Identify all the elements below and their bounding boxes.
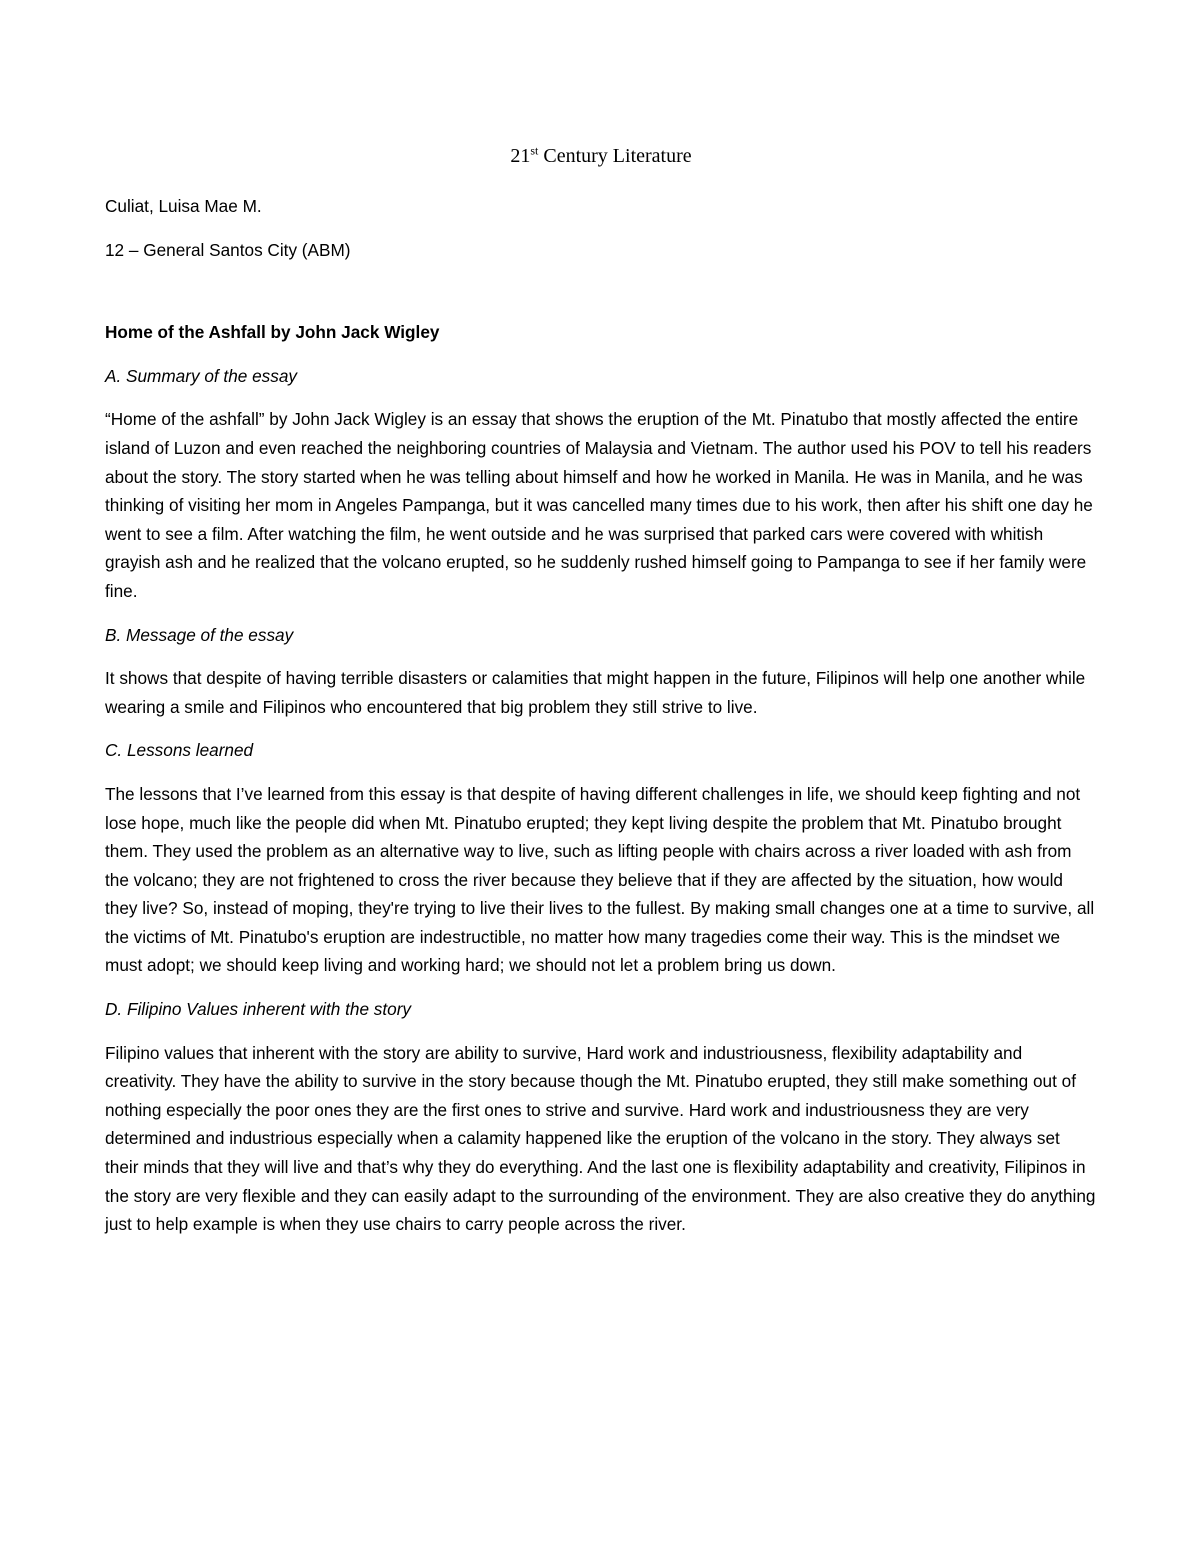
page-title: [105, 142, 1097, 170]
title-number: 21: [510, 145, 531, 167]
author-name: Culiat, Luisa Mae M.: [105, 196, 262, 216]
section-heading-lessons: C. Lessons learned: [105, 740, 254, 761]
class-section: 12 – General Santos City (ABM): [105, 239, 351, 260]
title-ordinal-suffix: st: [530, 143, 539, 158]
document-content: [105, 142, 1097, 1254]
section-body-lessons: The lessons that I’ve learned from this essay is that despite of having different challenges in life, we should keep fighting and not lose hope, much like the people did when Mt. Pinatubo erupted; they kept living despite the problem that Mt. Pinatubo brought them. They used the problem as an alternative way to live, such as lifting people with chairs across a river loaded with ash from the volcano; they are not frightened to cross the river because they believe that if they are affected by the situation, how would they live? So, instead of moping, they're trying to live their lives to the fullest. By making small changes one at a time to survive, all the victims of Mt. Pinatubo's eruption are indestructible, no matter how many tragedies come their way. This is the mindset we must adopt; we should keep living and working hard; we should not let a problem bring us down.: [105, 783, 1095, 976]
section-heading-message: B. Message of the essay: [105, 624, 294, 645]
section-heading-values: D. Filipino Values inherent with the story: [105, 999, 412, 1020]
section-body-summary: “Home of the ashfall” by John Jack Wigley is an essay that shows the eruption of the Mt. Pinatubo that mostly affected the entire island of Luzon and even reached the neighboring countries of Malaysia and Vietnam. The author used his POV to tell his readers about the story. The story started when he was telling about himself and how he worked in Manila. He was in Manila, and he was thinking of visiting her mom in Angeles Pampanga, but it was cancelled many times due to his work, then after his shift one day he went to see a film. After watching the film, he went outside and he was surprised that parked cars were covered with whitish grayish ash and he realized that the volcano erupted, so he suddenly rushed himself going to Pampanga to see if her family were fine.: [105, 409, 1093, 601]
section-body-message: It shows that despite of having terrible disasters or calamities that might happen in the future, Filipinos will help one another while wearing a smile and Filipinos who encountered that big problem they still strive to live.: [105, 668, 1086, 717]
section-body-values: Filipino values that inherent with the story are ability to survive, Hard work and industriousness, flexibility adaptability and creativity. They have the ability to survive in the story because though the Mt. Pinatubo erupted, they still make something out of nothing especially the poor ones they are the first ones to strive and survive. Hard work and industriousness they are very determined and industrious especially when a calamity happened like the eruption of the volcano in the story. They always set their minds that they will live and that’s why they do everything. And the last one is flexibility adaptability and creativity, Filipinos in the story are very flexible and they can easily adapt to the surrounding of the environment. They are also creative they do anything just to help example is when they use chairs to carry people across the river.: [105, 1042, 1096, 1235]
title-text: Century Literature: [538, 145, 692, 167]
section-heading-summary: A. Summary of the essay: [105, 365, 297, 386]
essay-title: Home of the Ashfall by John Jack Wigley: [105, 322, 440, 343]
